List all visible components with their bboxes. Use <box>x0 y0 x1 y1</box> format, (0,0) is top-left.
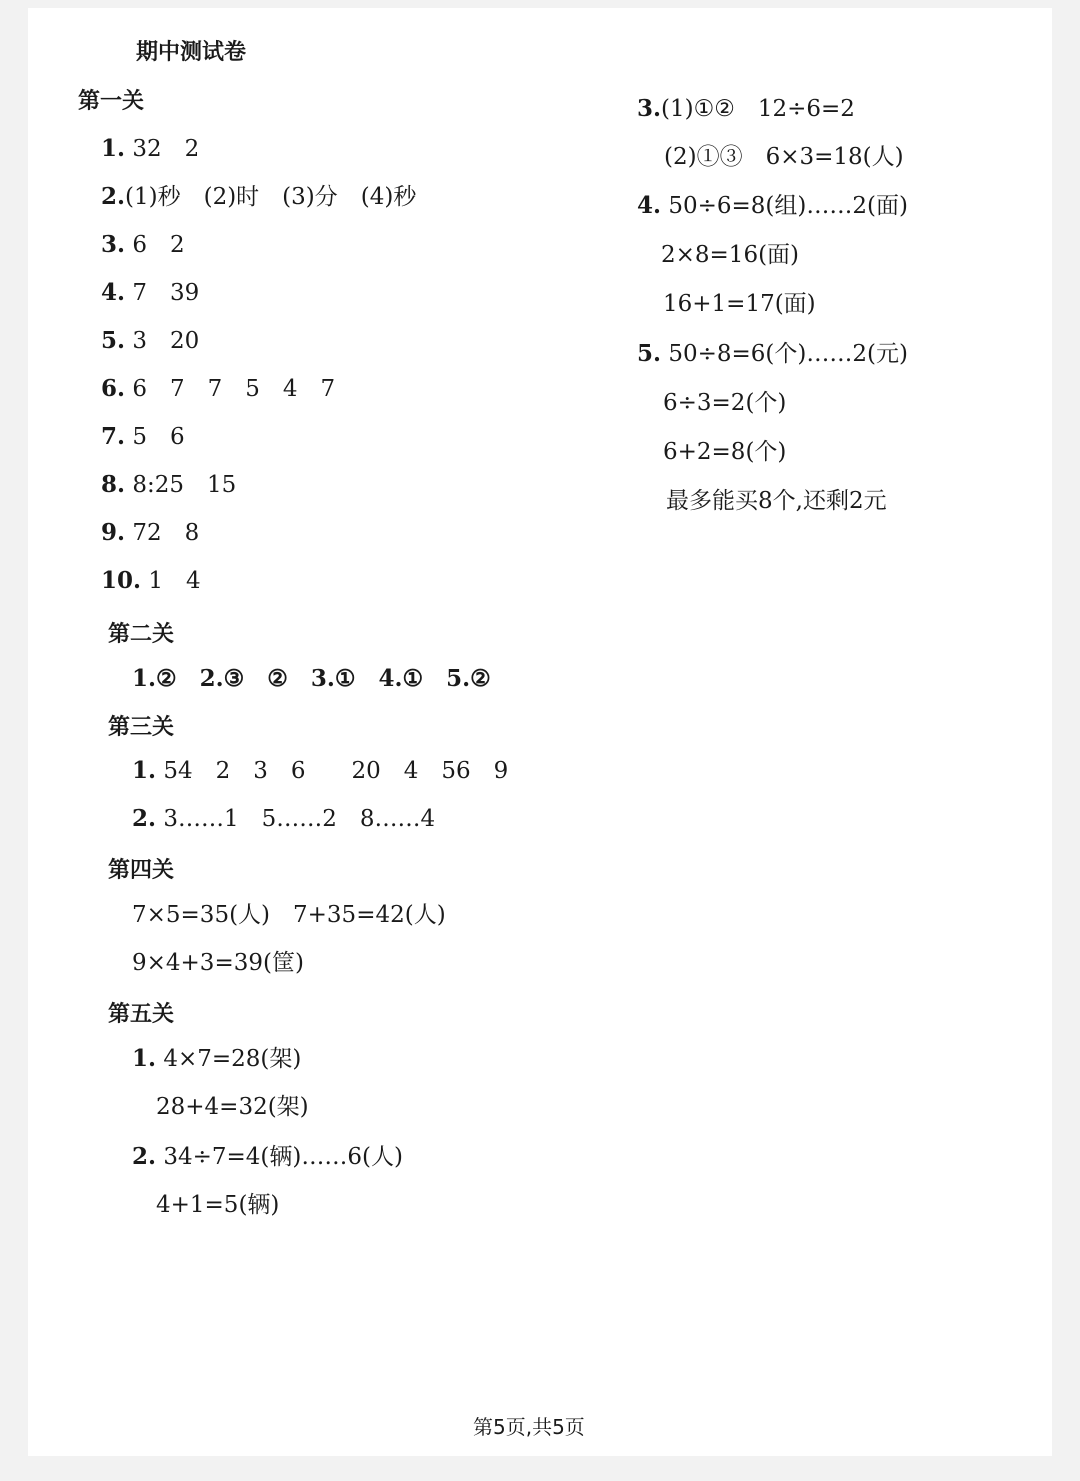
item-number: 5. <box>637 340 662 367</box>
r-q5-line-1 <box>637 339 908 369</box>
s1-item-6 <box>101 374 335 404</box>
item-answer: 8:25 15 <box>132 472 237 498</box>
item-answer: 3……1 5……2 8……4 <box>163 806 436 832</box>
s5-q2-line-1 <box>132 1142 403 1172</box>
item-number: 5. <box>101 327 126 354</box>
s1-item-7 <box>101 422 185 452</box>
item-number: 4. <box>101 279 126 306</box>
r-q4-line-2: 2×8=16(面) <box>661 242 800 268</box>
item-answer: 50÷8=6(个)……2(元) <box>668 341 908 367</box>
item-answer: 1 4 <box>148 568 201 594</box>
item-number: 2. <box>132 805 157 832</box>
item-number: 2. <box>132 1143 157 1170</box>
answer-page <box>28 8 1052 1456</box>
item-number: 7. <box>101 423 126 450</box>
r-q5-line-2: 6÷3=2(个) <box>663 390 787 416</box>
item-answer: 34÷7=4(辆)……6(人) <box>163 1144 403 1170</box>
s1-item-10 <box>101 566 201 596</box>
s1-item-3 <box>101 230 185 260</box>
item-number: 3. <box>101 231 126 258</box>
s5-q1-line-1 <box>132 1044 301 1074</box>
item-answer: 72 8 <box>132 520 200 546</box>
item-answer: 6 7 7 5 4 7 <box>132 376 336 402</box>
r-q3-line-2: (2)①③ 6×3=18(人) <box>664 144 904 170</box>
s4-line-2: 9×4+3=39(筐) <box>132 950 304 976</box>
page-footer: 第5页,共5页 <box>473 1415 585 1439</box>
r-q4-line-1 <box>637 191 908 221</box>
item-answer: 5 6 <box>132 424 185 450</box>
r-q5-line-3: 6+2=8(个) <box>663 439 787 465</box>
s1-item-4 <box>101 278 199 308</box>
item-number: 9. <box>101 519 126 546</box>
item-answer: 4×7=28(架) <box>163 1046 302 1072</box>
item-answer: 54 2 3 6 20 4 56 9 <box>163 758 509 784</box>
item-number: 6. <box>101 375 126 402</box>
section-5-heading: 第五关 <box>108 1002 175 1027</box>
item-answer: (1)秒 (2)时 (3)分 (4)秒 <box>125 184 417 210</box>
item-number: 1. <box>132 1045 157 1072</box>
item-answer: 7 39 <box>132 280 200 306</box>
section-4-heading: 第四关 <box>108 858 175 883</box>
s3-item-1 <box>132 756 508 786</box>
s1-item-2 <box>101 182 416 212</box>
page-title: 期中测试卷 <box>136 40 247 65</box>
item-answer: 6 2 <box>132 232 185 258</box>
item-number: 10. <box>101 567 142 594</box>
r-q3-line-1 <box>637 94 855 124</box>
section-1-heading: 第一关 <box>78 89 145 114</box>
s3-item-2 <box>132 804 435 834</box>
s1-item-1 <box>101 134 199 164</box>
s4-line-1: 7×5=35(人) 7+35=42(人) <box>132 902 446 928</box>
s1-item-9 <box>101 518 199 548</box>
r-q5-conclusion: 最多能买8个,还剩2元 <box>666 488 887 514</box>
item-number: 3. <box>637 95 662 122</box>
item-answer: 50÷6=8(组)……2(面) <box>668 193 908 219</box>
s1-item-5 <box>101 326 199 356</box>
item-number: 2. <box>101 183 126 210</box>
item-number: 4. <box>637 192 662 219</box>
item-number: 8. <box>101 471 126 498</box>
r-q4-line-3: 16+1=17(面) <box>663 291 816 317</box>
section-3-heading: 第三关 <box>108 715 175 740</box>
item-number: 1. <box>132 757 157 784</box>
s2-answers: 1.② 2.③ ② 3.① 4.① 5.② <box>132 665 491 692</box>
item-answer: 3 20 <box>132 328 200 354</box>
section-2-heading: 第二关 <box>108 622 175 647</box>
item-answer: (1)①② 12÷6=2 <box>661 96 855 122</box>
s1-item-8 <box>101 470 236 500</box>
s5-q2-line-2: 4+1=5(辆) <box>156 1192 280 1218</box>
item-answer: 32 2 <box>132 136 200 162</box>
s5-q1-line-2: 28+4=32(架) <box>156 1094 309 1120</box>
item-number: 1. <box>101 135 126 162</box>
